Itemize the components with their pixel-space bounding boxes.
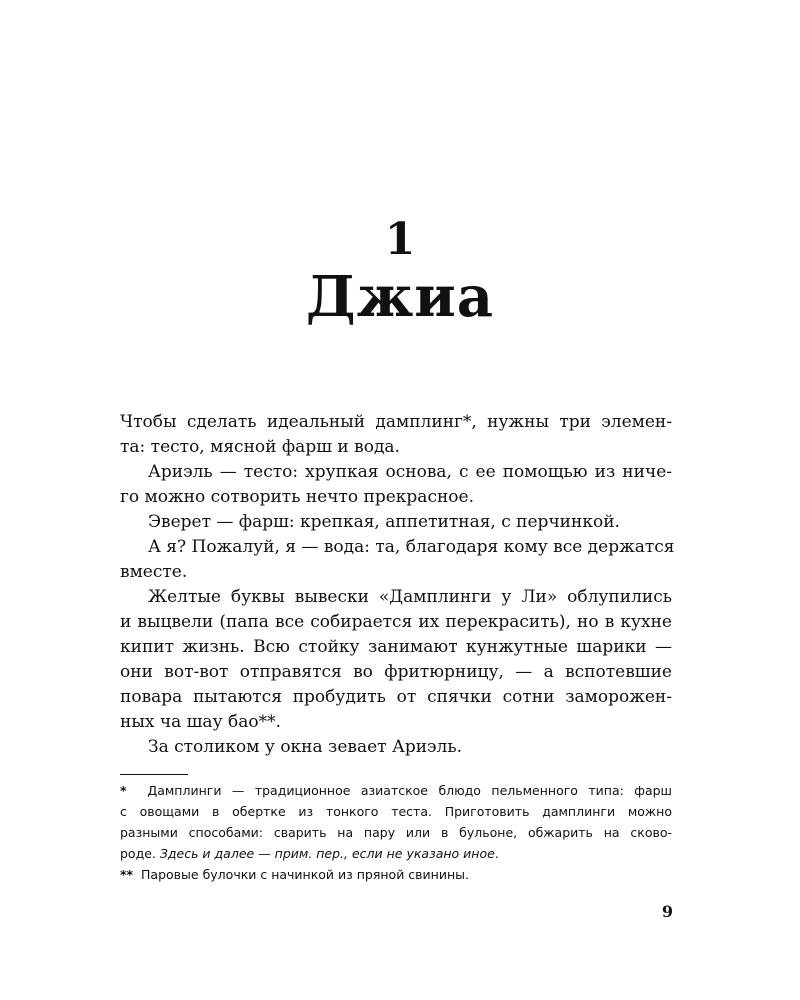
footnote-line: * Дамплинги — традиционное азиатское блюдо пельменного типа: фарш [120, 783, 672, 798]
text-line: го можно сотворить нечто прекрасное. [120, 487, 474, 507]
footnote-line: разными способами: сварить на пару или в бульоне, обжарить на сково- [120, 825, 672, 840]
paragraph-3 [120, 510, 672, 535]
text-line: и выцвели (папа все собирается их перекрасить), но в кухне [120, 612, 672, 632]
text-line: Ариэль — тесто: хрупкая основа, с ее помощью из ниче- [148, 462, 672, 482]
text-line: А я? Пожалуй, я — вода: та, благодаря кому все держатся [148, 537, 675, 557]
text-line: Чтобы сделать идеальный дамплинг*, нужны три элемен- [120, 412, 672, 432]
page-number: 9 [661, 902, 673, 921]
text-line: повара пытаются пробудить от спячки сотни заморожен- [120, 687, 672, 707]
text-line: Желтые буквы вывески «Дамплинги у Ли» облупились [148, 587, 672, 607]
text-line: та: тесто, мясной фарш и вода. [120, 437, 400, 457]
footnote-line: роде. Здесь и далее — прим. пер., если не указано иное. [120, 846, 499, 861]
chapter-number: 1 [384, 214, 416, 265]
paragraph-1 [120, 410, 672, 460]
text-line: они вот-вот отправятся во фритюрницу, — а вспотевшие [120, 662, 672, 682]
text-line: кипит жизнь. Всю стойку занимают кунжутные шарики — [120, 637, 672, 657]
text-line: ных ча шау бао**. [120, 712, 281, 732]
translator-note: Здесь и далее — прим. пер., если не указано иное [159, 846, 495, 861]
footnote-line: с овощами в обертке из тонкого теста. Приготовить дамплинги можно [120, 804, 672, 819]
footnote-marker: * [120, 783, 127, 798]
text-line: вместе. [120, 562, 188, 582]
footnote-marker: ** [120, 867, 134, 882]
footnote-divider [120, 774, 188, 775]
paragraph-6 [120, 735, 672, 760]
text-line: За столиком у окна зевает Ариэль. [148, 737, 463, 757]
footnote-line: ** Паровые булочки с начинкой из пряной свинины. [120, 867, 469, 882]
footnote-2 [120, 864, 672, 885]
paragraph-5 [120, 585, 672, 735]
paragraph-2 [120, 460, 672, 510]
text-line: Эверет — фарш: крепкая, аппетитная, с перчинкой. [148, 512, 620, 532]
footnote-1 [120, 780, 672, 864]
body-text [120, 410, 675, 760]
paragraph-4 [120, 535, 675, 585]
footnotes [120, 780, 672, 885]
chapter-title: Джиа [305, 264, 495, 330]
